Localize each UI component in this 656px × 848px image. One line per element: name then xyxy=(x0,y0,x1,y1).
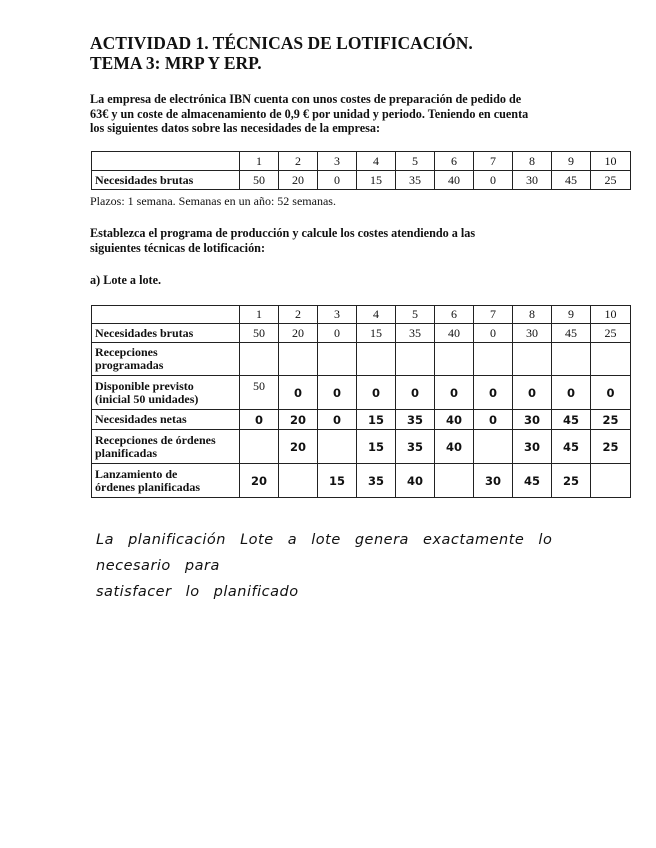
value-cell: 50 xyxy=(240,376,279,410)
handwritten-value-cell: 35 xyxy=(396,430,435,464)
title-line-2: TEMA 3: MRP Y ERP. xyxy=(90,53,262,73)
row-label-line-2: (inicial 50 unidades) xyxy=(95,391,199,406)
handwritten-value-cell: 25 xyxy=(591,410,631,430)
period-cell: 4 xyxy=(357,306,396,324)
row-label xyxy=(92,343,240,376)
net-needs-row xyxy=(92,410,631,430)
row-label xyxy=(92,376,240,410)
row-label-line-2: programadas xyxy=(95,358,164,372)
value-cell xyxy=(318,343,357,376)
handwritten-value-cell: 25 xyxy=(552,464,591,498)
handwritten-value-cell: 0 xyxy=(474,376,513,410)
handwritten-value-cell: 35 xyxy=(357,464,396,498)
handwritten-value-cell: 45 xyxy=(513,464,552,498)
document-title xyxy=(90,33,473,73)
row-label-line-1: Disponible previsto xyxy=(95,378,194,393)
handwritten-note-line-2: satisfacer lo planificado xyxy=(96,584,299,600)
period-cell: 7 xyxy=(474,306,513,324)
period-cell: 1 xyxy=(240,152,279,171)
period-cell: 10 xyxy=(591,306,631,324)
handwritten-value-cell: 0 xyxy=(435,376,474,410)
title-line-1: ACTIVIDAD 1. TÉCNICAS DE LOTIFICACIÓN. xyxy=(90,33,473,53)
row-label xyxy=(92,464,240,498)
value-cell: 0 xyxy=(318,171,357,190)
period-header-row xyxy=(92,152,631,171)
handwritten-value-cell: 0 xyxy=(396,376,435,410)
header-corner-cell xyxy=(92,306,240,324)
handwritten-value-cell: 15 xyxy=(318,464,357,498)
task-line-2: siguientes técnicas de lotificación: xyxy=(90,240,265,255)
planned-order-release-row xyxy=(92,464,631,498)
period-cell: 7 xyxy=(474,152,513,171)
lot-for-lot-table xyxy=(91,305,631,498)
handwritten-value-cell: 30 xyxy=(474,464,513,498)
period-cell: 10 xyxy=(591,152,631,171)
row-label-line-1: Lanzamiento de xyxy=(95,466,178,481)
period-cell: 8 xyxy=(513,306,552,324)
handwritten-value-cell: 0 xyxy=(357,376,396,410)
period-cell: 8 xyxy=(513,152,552,171)
handwritten-value-cell xyxy=(240,430,279,464)
handwritten-note-line-1: La planificación Lote a lote genera exactamente lo necesario para xyxy=(96,532,553,574)
row-label: Necesidades brutas xyxy=(92,324,240,343)
handwritten-value-cell: 20 xyxy=(279,430,318,464)
row-label: Necesidades brutas xyxy=(92,171,240,190)
period-cell: 5 xyxy=(396,306,435,324)
handwritten-value-cell: 0 xyxy=(513,376,552,410)
handwritten-value-cell: 20 xyxy=(279,410,318,430)
intro-line-2: 63€ y un coste de almacenamiento de 0,9 € por unidad y periodo. Teniendo en cuenta xyxy=(90,106,529,121)
value-cell: 25 xyxy=(591,171,631,190)
row-label: Necesidades netas xyxy=(92,410,240,430)
section-subtitle: a) Lote a lote. xyxy=(90,273,162,287)
value-cell: 30 xyxy=(513,324,552,343)
handwritten-value-cell: 15 xyxy=(357,430,396,464)
handwritten-value-cell: 40 xyxy=(435,410,474,430)
handwritten-value-cell xyxy=(435,464,474,498)
period-cell: 9 xyxy=(552,306,591,324)
value-cell: 35 xyxy=(396,171,435,190)
handwritten-value-cell: 0 xyxy=(279,376,318,410)
header-corner-cell xyxy=(92,152,240,171)
handwritten-value-cell xyxy=(474,430,513,464)
projected-available-row xyxy=(92,376,631,410)
intro-paragraph xyxy=(90,92,580,136)
handwritten-value-cell: 30 xyxy=(513,430,552,464)
row-label-line-1: Recepciones de órdenes xyxy=(95,432,216,447)
handwritten-value-cell xyxy=(318,430,357,464)
value-cell: 50 xyxy=(240,324,279,343)
value-cell xyxy=(513,343,552,376)
period-cell: 4 xyxy=(357,152,396,171)
task-line-1: Establezca el programa de producción y calcule los costes atendiendo a las xyxy=(90,226,476,240)
intro-line-3: los siguientes datos sobre las necesidades de la empresa: xyxy=(90,121,381,135)
row-label xyxy=(92,430,240,464)
value-cell: 20 xyxy=(279,324,318,343)
period-cell: 2 xyxy=(279,306,318,324)
handwritten-value-cell xyxy=(591,464,631,498)
value-cell: 20 xyxy=(279,171,318,190)
value-cell: 0 xyxy=(474,171,513,190)
intro-line-1: La empresa de electrónica IBN cuenta con unos costes de preparación de pedido de xyxy=(90,92,522,106)
row-label-line-1: Recepciones xyxy=(95,345,158,359)
handwritten-note xyxy=(96,527,636,605)
value-cell xyxy=(396,343,435,376)
handwritten-value-cell: 35 xyxy=(396,410,435,430)
handwritten-value-cell: 25 xyxy=(591,430,631,464)
value-cell: 35 xyxy=(396,324,435,343)
value-cell: 0 xyxy=(474,324,513,343)
value-cell xyxy=(591,343,631,376)
handwritten-value-cell: 40 xyxy=(396,464,435,498)
task-paragraph xyxy=(90,226,560,255)
value-cell: 0 xyxy=(318,324,357,343)
handwritten-value-cell: 0 xyxy=(240,410,279,430)
value-cell xyxy=(474,343,513,376)
gross-needs-row xyxy=(92,171,631,190)
value-cell xyxy=(435,343,474,376)
handwritten-value-cell: 0 xyxy=(552,376,591,410)
value-cell: 15 xyxy=(357,324,396,343)
period-cell: 2 xyxy=(279,152,318,171)
scheduled-receipts-row xyxy=(92,343,631,376)
value-cell: 45 xyxy=(552,171,591,190)
handwritten-value-cell: 45 xyxy=(552,430,591,464)
period-cell: 3 xyxy=(318,306,357,324)
value-cell xyxy=(552,343,591,376)
handwritten-value-cell xyxy=(279,464,318,498)
period-cell: 1 xyxy=(240,306,279,324)
value-cell: 15 xyxy=(357,171,396,190)
value-cell: 25 xyxy=(591,324,631,343)
row-label-line-2: planificadas xyxy=(95,445,158,460)
handwritten-value-cell: 40 xyxy=(435,430,474,464)
period-cell: 9 xyxy=(552,152,591,171)
handwritten-value-cell: 30 xyxy=(513,410,552,430)
period-header-row xyxy=(92,306,631,324)
handwritten-value-cell: 0 xyxy=(474,410,513,430)
planned-receipts-row xyxy=(92,430,631,464)
value-cell xyxy=(279,343,318,376)
value-cell: 45 xyxy=(552,324,591,343)
gross-needs-table xyxy=(91,151,631,190)
lead-time-note: Plazos: 1 semana. Semanas en un año: 52 semanas. xyxy=(90,194,336,208)
handwritten-value-cell: 45 xyxy=(552,410,591,430)
value-cell: 40 xyxy=(435,324,474,343)
value-cell: 50 xyxy=(240,171,279,190)
value-cell: 30 xyxy=(513,171,552,190)
value-cell xyxy=(357,343,396,376)
period-cell: 6 xyxy=(435,152,474,171)
value-cell xyxy=(240,343,279,376)
handwritten-value-cell: 0 xyxy=(318,410,357,430)
row-label-line-2: órdenes planificadas xyxy=(95,479,201,494)
period-cell: 6 xyxy=(435,306,474,324)
gross-needs-row xyxy=(92,324,631,343)
period-cell: 5 xyxy=(396,152,435,171)
handwritten-value-cell: 0 xyxy=(591,376,631,410)
handwritten-value-cell: 0 xyxy=(318,376,357,410)
handwritten-value-cell: 20 xyxy=(240,464,279,498)
handwritten-value-cell: 15 xyxy=(357,410,396,430)
value-cell: 40 xyxy=(435,171,474,190)
period-cell: 3 xyxy=(318,152,357,171)
